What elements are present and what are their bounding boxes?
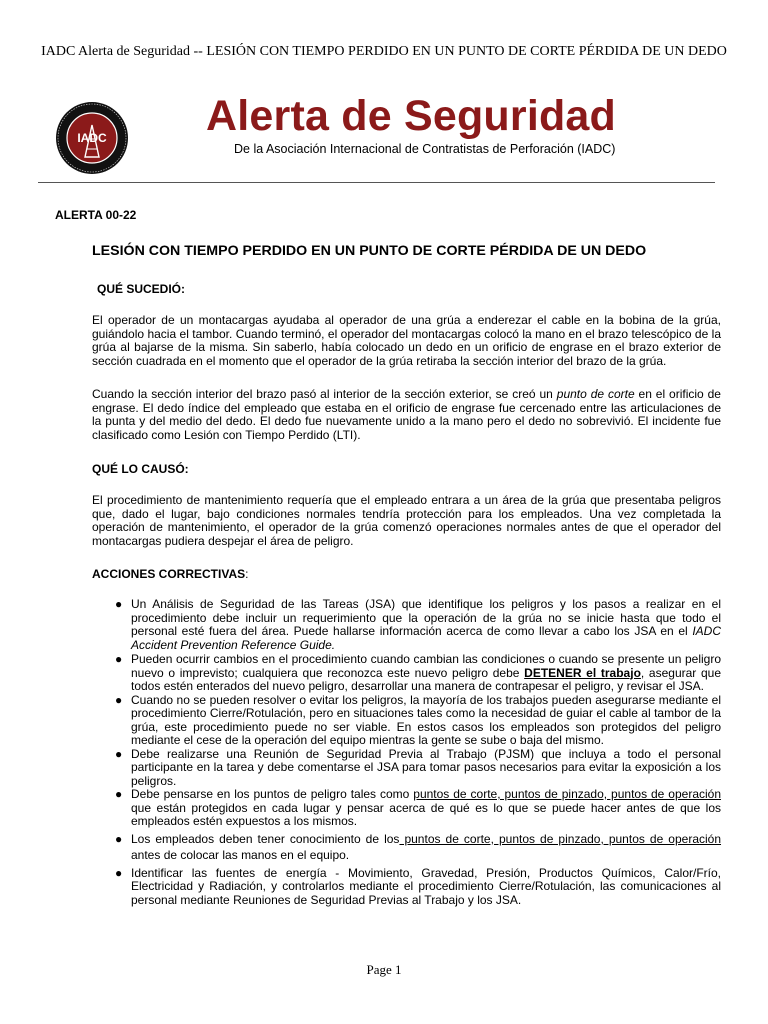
what-happened-paragraph-1: El operador de un montacargas ayudaba al operador de una grúa a enderezar el cable en la bobina de la grúa, guiándolo hacia el tambor. Cuando terminó, el operador del montacargas colocó la mano en el brazo telescópico de la grúa al bajarse de la misma. Sin saberlo, había colocado un dedo en un orificio de engrase en el brazo exterior de sección cuadrada en el momento que el operador de la grúa retiraba la sección interior del brazo de la grúa.	[92, 313, 721, 368]
bullet-icon: ●	[115, 652, 123, 666]
list-item: ● Los empleados deben tener conocimiento de los puntos de corte, puntos de pinzado, puntos de operación antes de colocar las manos en el equipo.	[115, 831, 722, 862]
bullet-icon: ●	[115, 597, 123, 611]
list-item: ● Pueden ocurrir cambios en el procedimiento cuando cambian las condiciones o cuando se presente un peligro nuevo o imprevisto; cualquiera que reconozca este nuevo peligro debe DETENER el trabajo, asegurar que todos estén enterados del nuevo peligro, desarrollar una manera de contrapesar el peligro, y revisar el JSA.	[115, 652, 722, 693]
cause-heading: QUÉ LO CAUSÓ:	[92, 462, 189, 476]
running-header: IADC Alerta de Seguridad -- LESIÓN CON TIEMPO PERDIDO EN UN PUNTO DE CORTE PÉRDIDA DE UN DEDO	[41, 44, 727, 59]
list-item: ● Debe realizarse una Reunión de Seguridad Previa al Trabajo (PJSM) que incluya a todo el personal participante en la tarea y debe comentarse el JSA para tomar pasos necesarios para evitar la exposición a los peligros.	[115, 746, 721, 788]
page-subtitle: De la Asociación Internacional de Contratistas de Perforación (IADC)	[234, 142, 616, 156]
page-title: Alerta de Seguridad	[206, 92, 617, 140]
logo-text: IADC	[77, 131, 107, 145]
list-item: ● Un Análisis de Seguridad de las Tareas (JSA) que identifique los peligros y los pasos a realizar en el procedimiento debe incluir un requerimiento que la operación de la grúa no se inicie hasta que todo el personal esté fuera del área. Puede hallarse información acerca de como llevar a cabo los JSA en el IADC Accident Prevention Reference Guide.	[115, 597, 721, 652]
corrective-actions-heading: ACCIONES CORRECTIVAS:	[92, 567, 249, 581]
list-item: ● Debe pensarse en los puntos de peligro tales como puntos de corte, puntos de pinzado, puntos de operación que están protegidos en cada lugar y pensar acerca de qué es lo que se puede hacer antes de que los empleados estén expuestos a los mismos.	[115, 787, 722, 828]
bullet-icon: ●	[115, 787, 123, 801]
corrective-actions-list	[113, 598, 721, 907]
bullet-icon: ●	[115, 692, 123, 707]
bullet-icon: ●	[115, 831, 123, 846]
cause-paragraph: El procedimiento de mantenimiento requería que el empleado entrara a un área de la grúa que presentaba peligros que, dado el lugar, bajo condiciones normales tendría protección para los empleados. Una vez completada la operación de mantenimiento, el operador de la grúa comenzó operaciones normales antes de que el operador del montacargas pudiera despejar el área de peligro.	[92, 493, 721, 548]
document-title: LESIÓN CON TIEMPO PERDIDO EN UN PUNTO DE CORTE PÉRDIDA DE UN DEDO	[92, 243, 647, 259]
list-item: ● Identificar las fuentes de energía - Movimiento, Gravedad, Presión, Productos Químicos, Calor/Frío, Electricidad y Radiación, y controlarlos mediante el procedimiento Cierre/Rotulación, las comunicaciones al personal mediante Reuniones de Seguridad Previas al Trabajo y los JSA.	[115, 865, 721, 907]
page-number: Page 1	[366, 962, 402, 977]
iadc-seal-icon	[55, 101, 129, 175]
alert-number: ALERTA 00-22	[55, 208, 137, 222]
what-happened-paragraph-2: Cuando la sección interior del brazo pasó al interior de la sección exterior, se creó un punto de corte en el orificio de engrase. El dedo índice del empleado que estaba en el orificio de engrase fue cercenado entre las articulaciones de la punta y del medio del dedo. El dedo fue nuevamente unido a la mano pero el dedo no sobrevivió. El incidente fue clasificado como Lesión con Tiempo Perdido (LTI).	[92, 387, 721, 442]
list-item: ● Cuando no se pueden resolver o evitar los peligros, la mayoría de los trabajos pueden asegurarse mediante el procedimiento Cierre/Rotulación, pero en situaciones tales como la necesidad de guiar el cable al tambor de la grúa, este procedimiento puede no ser viable. En estos casos los empleados son protegidos del peligro mediante el cese de la operación del equipo mientras la gente se sube o baja del mismo.	[115, 692, 721, 747]
what-happened-heading: QUÉ SUCEDIÓ:	[97, 282, 186, 296]
header-divider	[38, 182, 715, 183]
bullet-icon: ●	[115, 865, 123, 880]
bullet-icon: ●	[115, 746, 123, 761]
